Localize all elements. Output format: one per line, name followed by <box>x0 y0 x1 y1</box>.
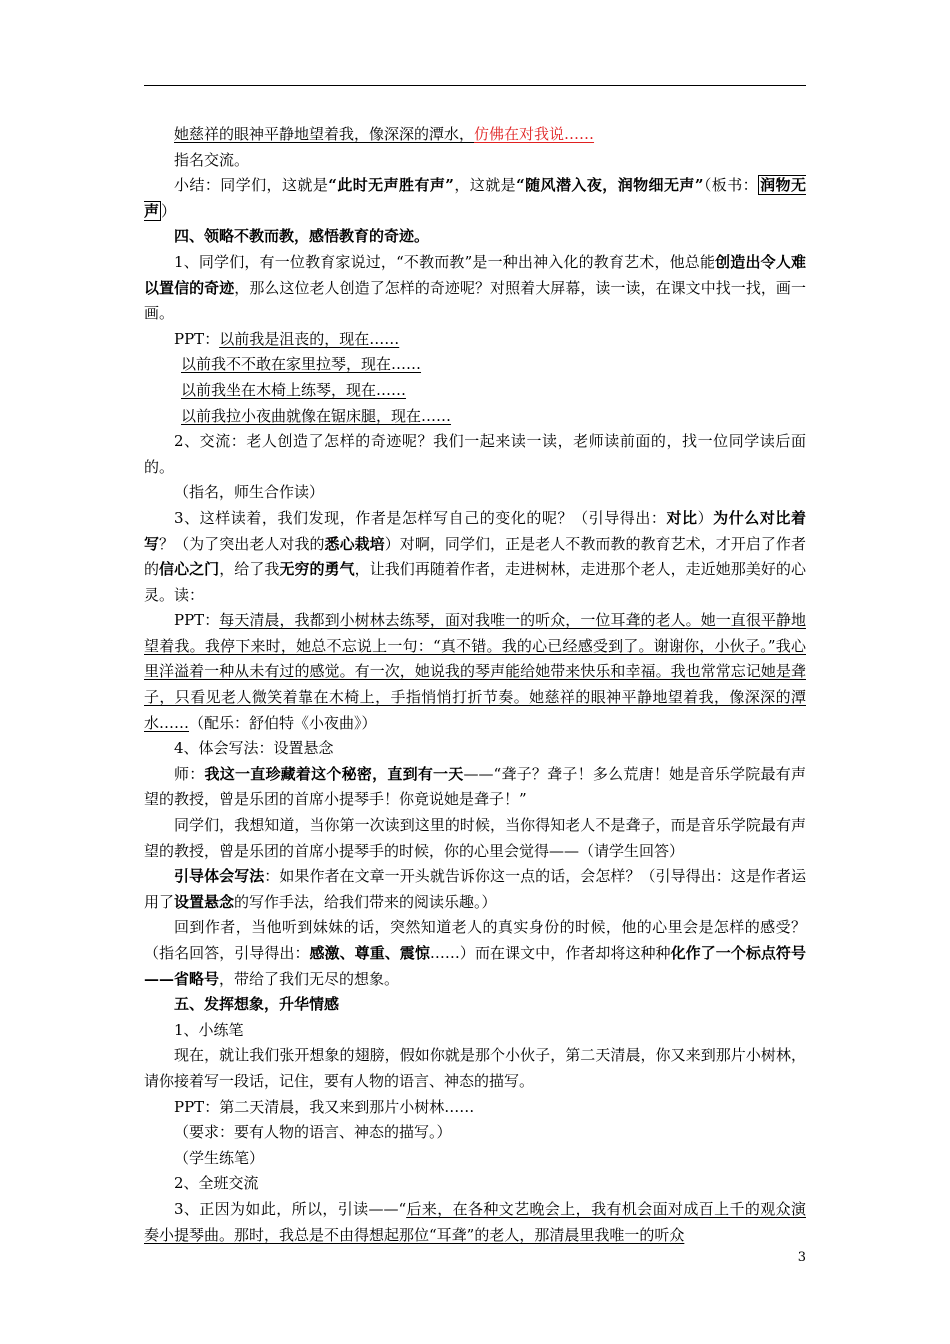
text-run: 后来，在各种文艺晚会上，我有机会面对成百上千的观众演奏小提琴曲。那时，我总是不由得想起那位“耳聋”的老人，那清晨里我唯一的听众 <box>144 1199 806 1244</box>
paragraph <box>144 122 806 148</box>
text-run: 以前我坐在木椅上练琴，现在…… <box>181 380 407 399</box>
text-run: ） <box>161 201 177 220</box>
paragraph <box>144 327 806 353</box>
paragraph <box>144 1120 806 1146</box>
text-run: 无穷的勇气 <box>279 560 355 579</box>
paragraph <box>144 480 806 506</box>
text-run: 2、全班交流 <box>174 1174 259 1193</box>
text-run: 师： <box>174 764 205 783</box>
text-run: 化作了一个标点符号——省略号 <box>144 944 806 988</box>
text-run: 3、这样读着，我们发现，作者是怎样写自己的变化的呢？（引导得出： <box>174 508 667 527</box>
text-run: 以前我不不敢在家里拉琴，现在…… <box>181 355 422 374</box>
paragraph <box>144 813 806 864</box>
text-run: 信心之门 <box>159 560 220 579</box>
text-run: ，那么这位老人创造了怎样的奇迹呢？对照着大屏幕，读一读，在课文中找一找，画一画。 <box>144 278 806 323</box>
paragraph <box>144 762 806 813</box>
paragraph <box>144 173 806 224</box>
text-run: 以前我是沮丧的，现在…… <box>219 329 400 348</box>
text-run: ，让我们再随着作者，走进树林，走进那个老人，走近她那美好的心灵。读： <box>144 560 806 604</box>
text-run: （配乐：舒伯特《小夜曲》） <box>189 713 377 732</box>
paragraph <box>144 378 806 404</box>
paragraph <box>144 736 806 762</box>
text-run: 4、体会写法：设置悬念 <box>174 739 334 758</box>
paragraph <box>144 1146 806 1172</box>
text-run: 1、同学们，有一位教育家说过，“不教而教”是一种出神入化的教育艺术，他总能 <box>174 252 716 271</box>
paragraph <box>144 404 806 430</box>
text-run: 设置悬念 <box>174 892 235 911</box>
text-run: 仿佛在对我说…… <box>474 125 595 143</box>
text-run: ） <box>697 508 714 527</box>
text-run: 我这一直珍藏着这个秘密，直到有一天 <box>204 764 464 783</box>
blackboard-note: 润物无声 <box>144 176 806 220</box>
text-run: 悉心栽培 <box>324 534 385 553</box>
paragraph <box>144 1197 806 1248</box>
text-run: PPT： <box>174 611 220 630</box>
paragraph <box>144 1018 806 1044</box>
text-run: （学生练笔） <box>174 1148 265 1167</box>
text-run: （板书： <box>703 176 759 195</box>
text-run: PPT： <box>174 329 220 348</box>
text-run: ：如果作者在文章一开头就告诉你这一点的话，会怎样？（引导得出：这是作者运用了 <box>144 867 806 911</box>
text-run: 1、小练笔 <box>174 1020 244 1039</box>
text-run: 小结：同学们，这就是 <box>174 176 329 195</box>
text-run: 指名交流。 <box>174 150 250 169</box>
text-run: “随风潜入夜，润物细无声” <box>516 176 704 195</box>
paragraph <box>144 352 806 378</box>
text-run: 回到作者，当他听到妹妹的话，突然知道老人的真实身份的时候，他的心里会是怎样的感受？（指名回答，引导得出： <box>144 918 806 962</box>
text-run: ——“聋子？聋子！多么荒唐！她是音乐学院最有声望的教授，曾是乐团的首席小提琴手！你竟说她是聋子！” <box>144 764 806 809</box>
text-run: ……）而在课文中，作者却将这种种 <box>429 944 671 962</box>
text-run: PPT：第二天清晨，我又来到那片小树林…… <box>174 1097 475 1116</box>
text-run: ，这就是 <box>453 176 517 195</box>
text-run: 她慈祥的眼神平静地望着我，像深深的潭水， <box>174 125 475 143</box>
text-run: 3、正因为如此，所以，引读——“ <box>174 1199 407 1218</box>
paragraph <box>144 429 806 480</box>
paragraph <box>144 915 806 992</box>
paragraph <box>144 224 806 250</box>
paragraph <box>144 992 806 1018</box>
text-run: 五、发挥想象，升华情感 <box>174 995 340 1014</box>
paragraph <box>144 864 806 915</box>
text-run: 创造出令人难以置信的奇迹 <box>144 252 806 297</box>
text-run: 四、领略不教而教，感悟教育的奇迹。 <box>174 227 430 246</box>
paragraph <box>144 148 806 174</box>
text-run: “此时无声胜有声” <box>328 176 454 195</box>
header-rule <box>144 85 806 86</box>
text-run: （指名，师生合作读） <box>174 483 325 502</box>
paragraph <box>144 506 806 608</box>
document-body <box>144 122 806 1248</box>
text-run: 对比 <box>666 508 698 527</box>
text-run: 感激、尊重、震惊 <box>309 944 430 962</box>
paragraph <box>144 1043 806 1094</box>
text-run: 2、交流：老人创造了怎样的奇迹呢？我们一起来读一读，老师读前面的，找一位同学读后面的。 <box>144 432 806 476</box>
text-run: 同学们，我想知道，当你第一次读到这里的时候，当你得知老人不是聋子，而是音乐学院最有声望的教授，曾是乐团的首席小提琴手的时候，你的心里会觉得——（请学生回答） <box>144 816 806 860</box>
text-run: 引导体会写法 <box>174 867 265 886</box>
text-run: 为什么对比着写 <box>144 508 806 553</box>
text-run: 现在，就让我们张开想象的翅膀，假如你就是那个小伙子，第二天清晨，你又来到那片小树林，请你接着写一段话，记住，要有人物的语言、神态的描写。 <box>144 1046 806 1090</box>
paragraph <box>144 250 806 327</box>
paragraph <box>144 1171 806 1197</box>
paragraph <box>144 608 806 736</box>
text-run: 每天清晨，我都到小树林去练琴，面对我唯一的听众，一位耳聋的老人。她一直很平静地望着我。我停下来时，她总不忘说上一句：“真不错。我的心已经感受到了。谢谢你，小伙子。”我心里洋溢着一种从未有过的感觉。有一次，她说我的琴声能给她带来快乐和幸福。我也常常忘记她是聋子，只看见老人微笑着靠在木椅上，手指悄悄打折节奏。她慈祥的眼神平静地望着我，像深深的潭水…… <box>144 611 806 732</box>
text-run: 的写作手法，给我们带来的阅读乐趣。） <box>234 892 497 911</box>
text-run: （要求：要有人物的语言、神态的描写。） <box>174 1123 452 1142</box>
text-run: ）对啊，同学们，正是老人不教而教的教育艺术，才开启了作者的 <box>144 534 806 579</box>
paragraph <box>144 1095 806 1121</box>
text-run: ，带给了我们无尽的想象。 <box>219 969 400 988</box>
text-run: ？（为了突出老人对我的 <box>159 534 325 553</box>
page-number: 3 <box>797 1250 806 1265</box>
text-run: ，给了我 <box>219 560 280 579</box>
text-run: 以前我拉小夜曲就像在锯床腿，现在…… <box>181 406 452 425</box>
